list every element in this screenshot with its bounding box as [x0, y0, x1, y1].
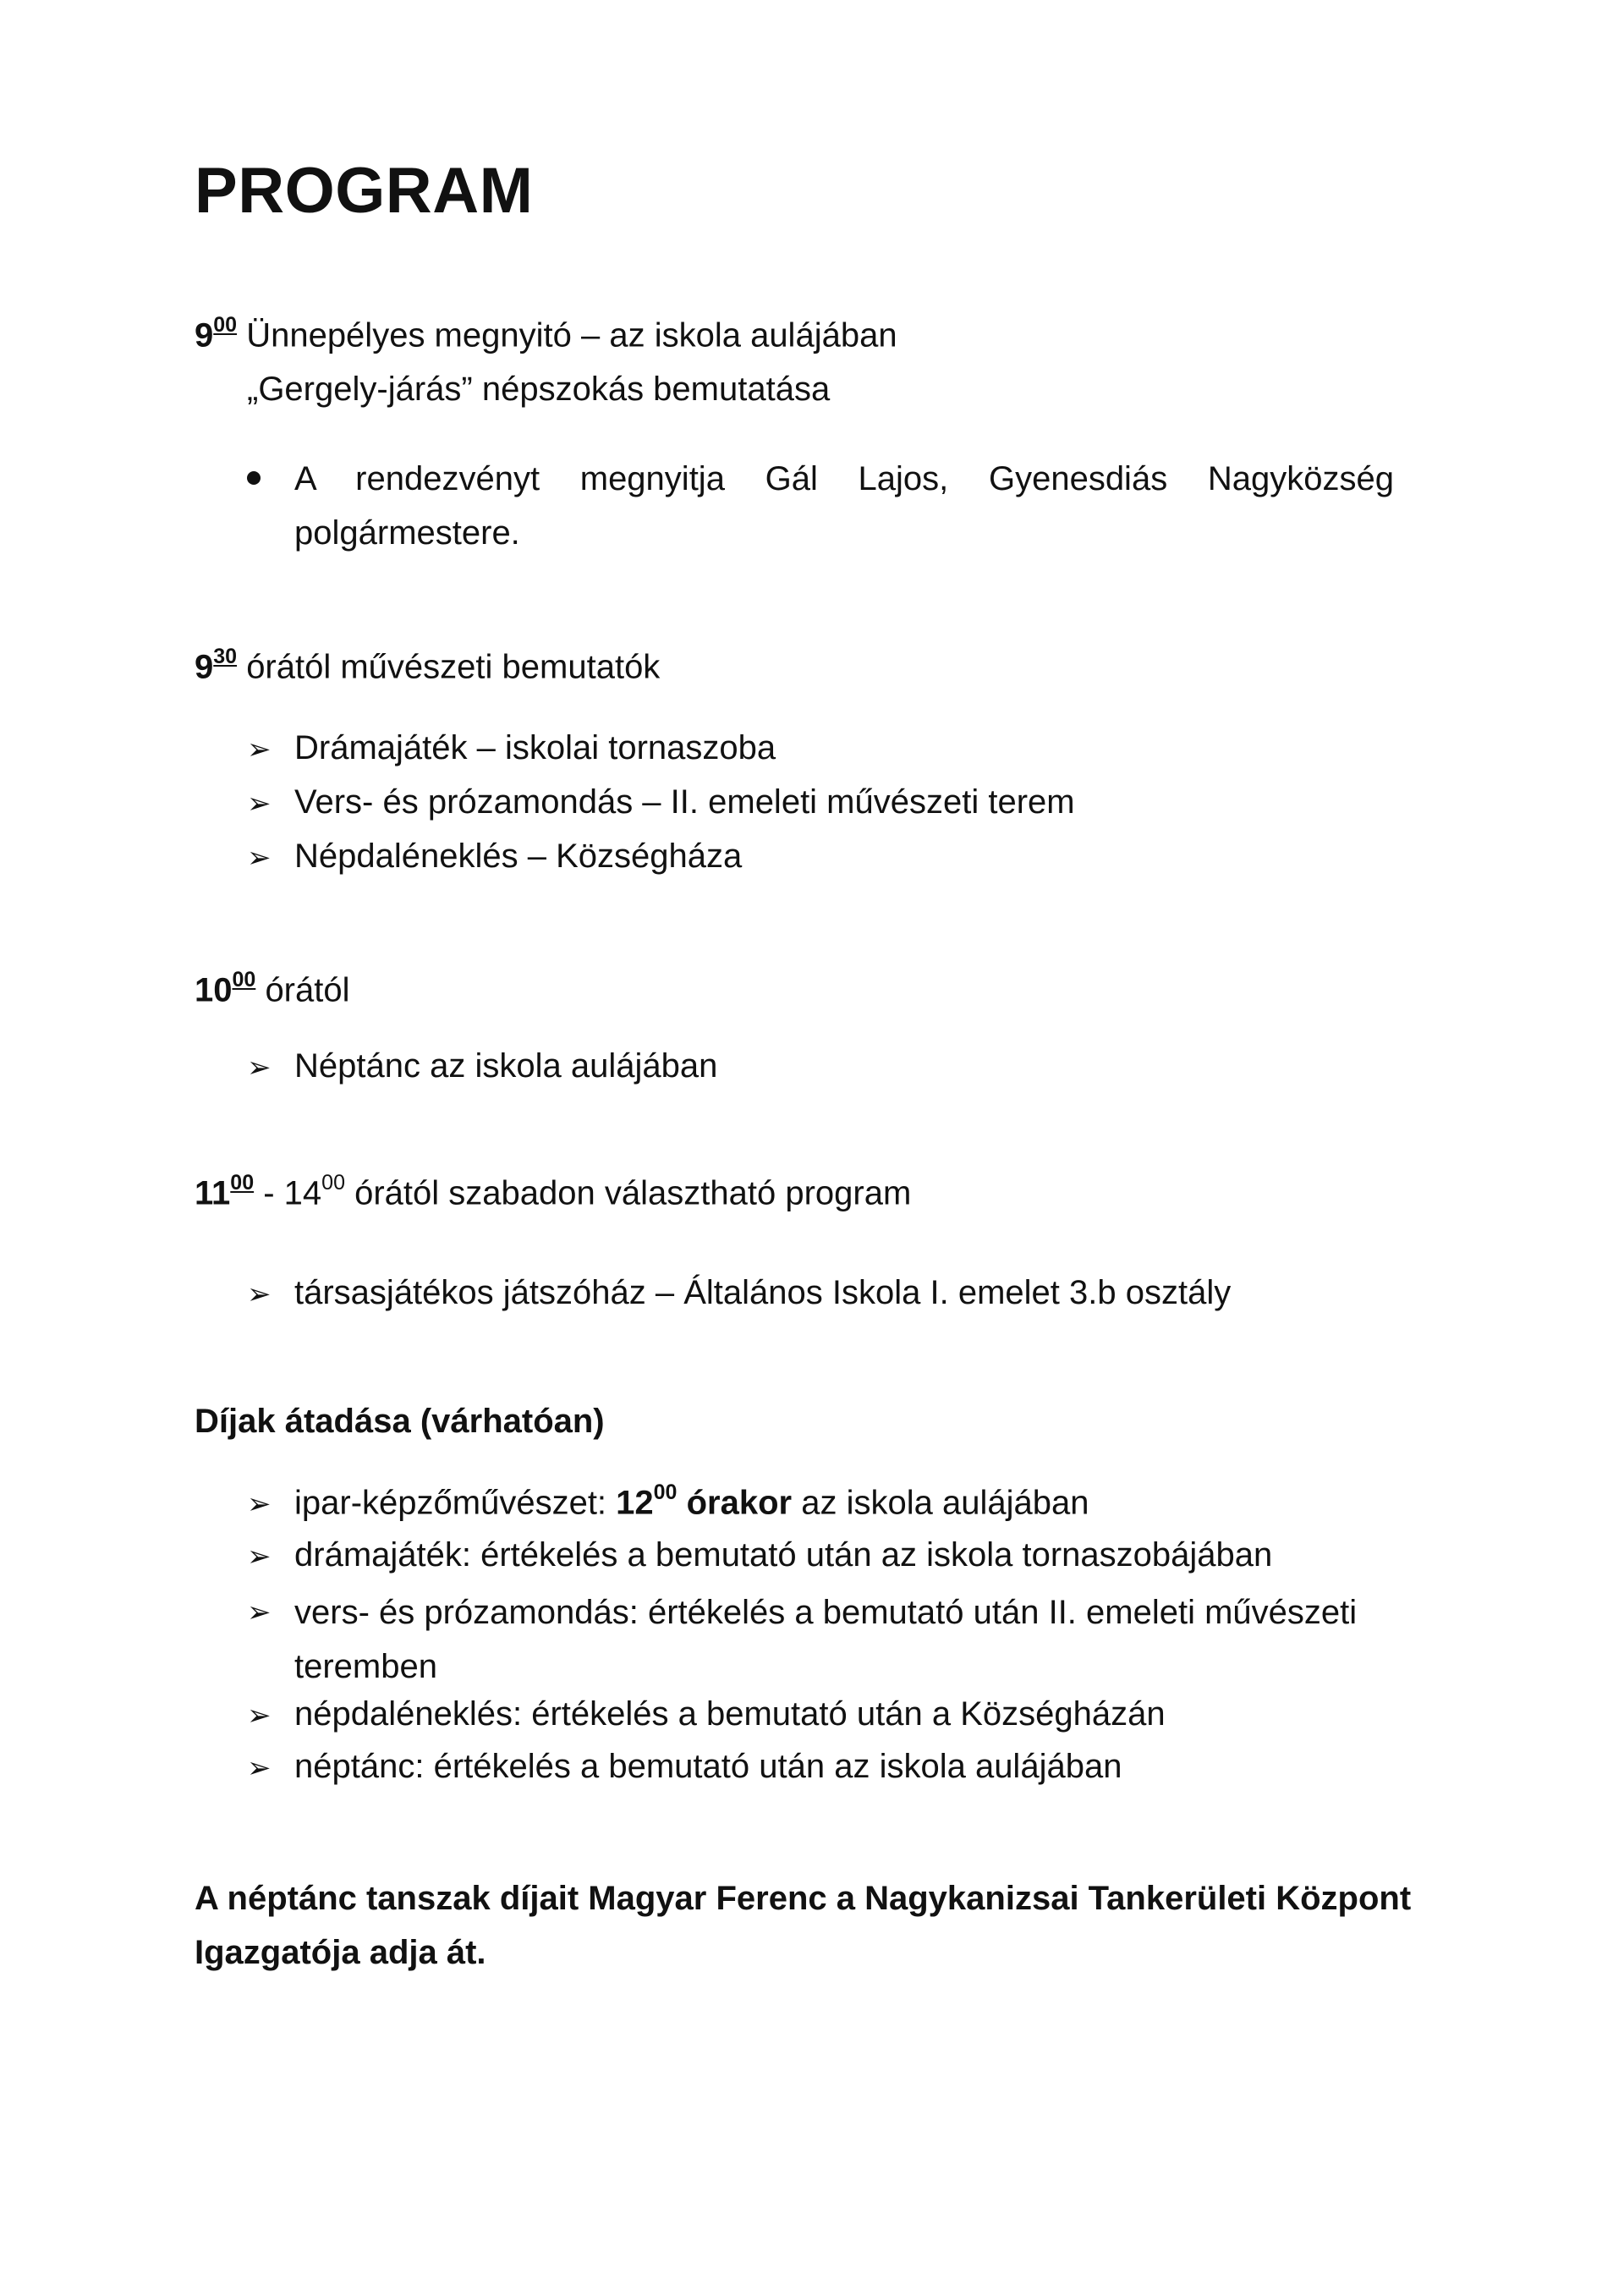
list-item-text: vers- és prózamondás: értékelés a bemutató után II. emeleti művészeti teremben: [294, 1594, 1358, 1685]
section-opening-text: Ünnepélyes megnyitó – az iskola aulájában: [246, 316, 897, 354]
award-category: ipar-képzőművészet:: [294, 1484, 617, 1522]
bullet-dot-icon: [247, 471, 261, 485]
award-hour: 12: [616, 1484, 654, 1522]
list-item: [247, 1046, 717, 1086]
list-item-text: néptánc: értékelés a bemutató után az iskola aulájában: [294, 1748, 1122, 1785]
arrow-bullet-icon: ➢: [247, 842, 272, 874]
time-hour: 9: [195, 648, 214, 686]
closing-statement: A néptánc tanszak díjait Magyar Ferenc a Nagykanizsai Tankerületi Központ Igazgatója adja át.: [195, 1880, 1412, 1971]
arrow-bullet-icon: ➢: [247, 1052, 272, 1084]
list-item-text: [294, 1482, 1089, 1523]
section-opening-subline: „Gergely-járás” népszokás bemutatása: [247, 371, 831, 408]
award-location: az iskola aulájában: [792, 1484, 1089, 1522]
list-item: [247, 782, 1075, 822]
section-arts-text: órától művészeti bemutatók: [246, 648, 661, 686]
time-minutes: 00: [213, 313, 238, 337]
time-minutes: 00: [232, 968, 256, 991]
time-hour: 9: [195, 316, 214, 354]
time-range-end: - 14: [263, 1174, 322, 1212]
arrow-bullet-icon: ➢: [247, 788, 272, 820]
list-item-text: Drámajáték – iskolai tornaszoba: [294, 729, 776, 766]
list-item: [247, 1482, 1089, 1523]
arrow-bullet-icon: ➢: [247, 1278, 272, 1310]
award-time-word: órakor: [686, 1484, 793, 1522]
section-free-program-heading: [195, 1173, 911, 1213]
award-minutes: 00: [653, 1480, 678, 1504]
list-item: [247, 1694, 1166, 1734]
time-minutes: 30: [213, 645, 238, 668]
list-item: [247, 1585, 1394, 1694]
list-item-text: Vers- és prózamondás – II. emeleti művészeti terem: [294, 783, 1075, 821]
bullet-text-line2: polgármestere.: [294, 514, 520, 552]
list-item: [247, 1272, 1231, 1313]
arrow-bullet-icon: ➢: [247, 733, 272, 766]
arrow-bullet-icon: ➢: [247, 1488, 272, 1521]
list-item-text: Népdaléneklés – Községháza: [294, 838, 743, 875]
list-item: [247, 728, 776, 768]
arrow-bullet-icon: ➢: [247, 1541, 272, 1573]
section-free-program-text: órától szabadon választható program: [354, 1174, 912, 1212]
list-item-text: népdaléneklés: értékelés a bemutató után a Községházán: [294, 1695, 1166, 1733]
time-minutes-end: 00: [321, 1171, 345, 1195]
list-item: [247, 1746, 1122, 1787]
bullet-item: [247, 452, 1394, 560]
arrow-bullet-icon: ➢: [247, 1700, 272, 1732]
bullet-text-line1: A rendezvényt megnyitja Gál Lajos, Gyenesdiás Nagyközség: [294, 460, 1394, 497]
page-title: PROGRAM: [195, 155, 534, 227]
list-item-text: drámajáték: értékelés a bemutató után az iskola tornaszobájában: [294, 1536, 1273, 1574]
time-hour: 11: [195, 1174, 231, 1212]
list-item: [247, 836, 742, 876]
time-minutes: 00: [230, 1171, 255, 1195]
awards-heading: Díjak átadása (várhatóan): [195, 1403, 605, 1440]
arrow-bullet-icon: ➢: [247, 1596, 272, 1629]
list-item-text: Néptánc az iskola aulájában: [294, 1047, 718, 1085]
section-arts-heading: [195, 646, 660, 687]
list-item-text: társasjátékos játszóház – Általános Iskola I. emelet 3.b osztály: [294, 1274, 1232, 1311]
document-page: [195, 0, 1446, 2296]
time-hour: 10: [195, 971, 233, 1009]
section-dance-text: órától: [265, 971, 350, 1009]
arrow-bullet-icon: ➢: [247, 1752, 272, 1784]
list-item: [247, 1535, 1272, 1575]
section-opening-heading: [195, 315, 897, 355]
section-dance-heading: [195, 969, 350, 1010]
